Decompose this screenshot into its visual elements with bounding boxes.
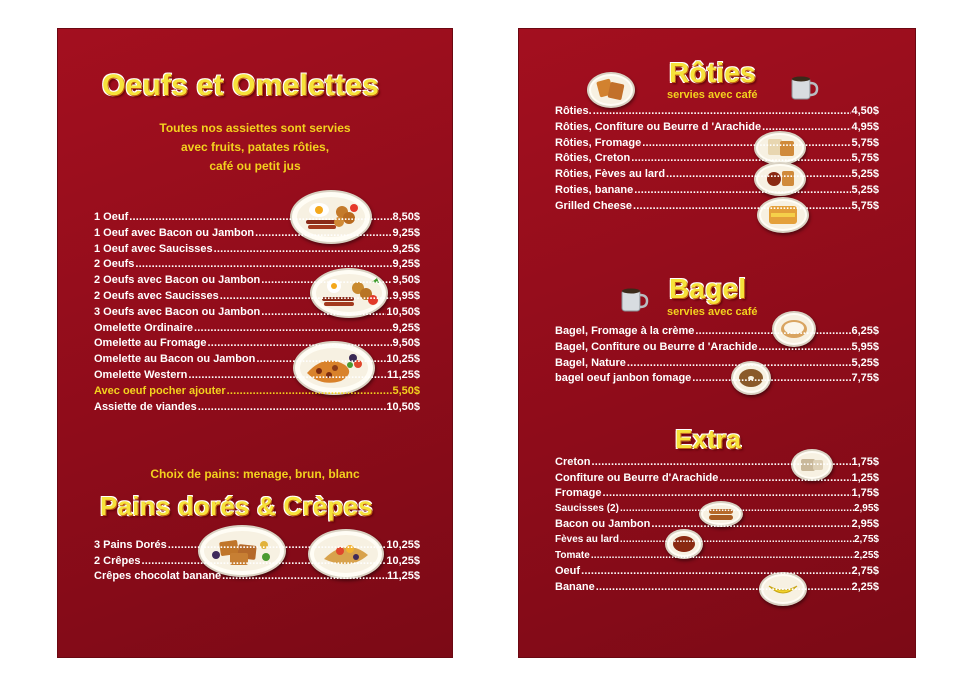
- dot-leader: [206, 336, 392, 350]
- crepes-section-title: Pains dorés & Crèpes: [100, 491, 373, 521]
- menu-item-name: Rôties, Creton: [555, 152, 631, 165]
- menu-item-name: Fromage: [555, 487, 602, 500]
- menu-item-name: Omelette Ordinaire: [94, 321, 194, 334]
- menu-item-price: 9,25$: [392, 226, 420, 239]
- menu-item-name: Rôties, Fèves au lard: [555, 168, 666, 181]
- menu-item-price: 4,95$: [851, 120, 879, 133]
- menu-item-price: 9,95$: [392, 290, 420, 302]
- menu-item-price: 10,25$: [386, 539, 420, 551]
- dot-leader: [590, 455, 851, 469]
- menu-item-price: 5,25$: [851, 356, 879, 369]
- menu-item-row: [555, 340, 879, 354]
- menu-item-name: Tomate: [555, 549, 590, 561]
- menu-item-row: [94, 554, 420, 568]
- dot-leader: [226, 384, 393, 398]
- dot-leader: [601, 486, 851, 500]
- eggs-note-line: avec fruits, patates rôties,: [180, 140, 330, 154]
- menu-item-row: [94, 242, 420, 256]
- bread-choice-note: Choix de pains: menage, brun, blanc: [150, 467, 360, 481]
- menu-item-name: 1 Oeuf avec Bacon ou Jambon: [94, 226, 255, 239]
- menu-item-price: 2,25$: [853, 549, 879, 561]
- dot-leader: [619, 502, 854, 516]
- eggs-note-line: Toutes nos assiettes sont servies: [159, 121, 351, 135]
- menu-item-name: Bagel, Nature: [555, 356, 626, 369]
- roties-section-subtitle: servies avec café: [667, 89, 758, 101]
- menu-item-name: Avec oeuf pocher ajouter: [94, 384, 226, 397]
- menu-item-name: 2 Oeufs avec Bacon ou Jambon: [94, 274, 261, 287]
- dot-leader: [193, 321, 392, 335]
- menu-item-row: [94, 321, 420, 335]
- menu-item-price: 9,25$: [392, 258, 420, 271]
- menu-item-name: Assiette de viandes: [94, 400, 197, 413]
- extra-section-title: Extra: [675, 424, 742, 454]
- coffee-mug-icon: [619, 285, 649, 315]
- menu-item-price: 11,25$: [386, 570, 420, 582]
- dot-leader: [757, 340, 851, 354]
- menu-item-name: Bagel, Fromage à la crème: [555, 325, 695, 337]
- menu-item-row: [94, 210, 420, 224]
- menu-item-price: 5,95$: [851, 340, 879, 353]
- menu-item-row: [94, 289, 420, 303]
- dot-leader: [197, 400, 387, 414]
- menu-item-price: 7,75$: [851, 372, 879, 385]
- menu-item-row: [555, 533, 879, 547]
- menu-item-row: [555, 549, 879, 563]
- menu-item-name: 1 Oeuf avec Saucisses: [94, 242, 213, 255]
- dot-leader: [134, 257, 392, 271]
- menu-item-name: Fèves au lard: [555, 534, 619, 545]
- dot-leader: [255, 352, 386, 366]
- dot-leader: [761, 120, 851, 134]
- menu-item-row: [555, 356, 879, 370]
- dot-leader: [595, 580, 852, 594]
- menu-item-name: Bacon ou Jambon: [555, 518, 651, 531]
- menu-item-price: 5,75$: [851, 199, 879, 212]
- menu-page-left: [58, 29, 452, 657]
- menu-item-price: 5,25$: [851, 168, 879, 181]
- menu-item-row: [555, 455, 879, 469]
- toast-plate-icon: [587, 72, 635, 108]
- menu-item-price: 9,50$: [392, 274, 420, 287]
- menu-item-row: [555, 324, 879, 338]
- dot-leader: [254, 226, 392, 240]
- dot-leader: [592, 104, 852, 118]
- dot-leader: [632, 199, 851, 213]
- menu-item-price: 4,50$: [851, 105, 879, 117]
- menu-item-row: [94, 305, 420, 319]
- coffee-mug-icon: [789, 73, 819, 103]
- menu-item-name: 1 Oeuf: [94, 211, 129, 223]
- dot-leader: [167, 538, 387, 552]
- menu-item-name: Omelette au Fromage: [94, 337, 207, 350]
- menu-item-name: Bagel, Confiture ou Beurre d 'Arachide: [555, 340, 758, 353]
- menu-item-name: Grilled Cheese: [555, 199, 633, 212]
- dot-leader: [260, 273, 392, 287]
- dot-leader: [641, 136, 851, 150]
- dot-leader: [213, 242, 393, 256]
- menu-item-name: Saucisses (2): [555, 502, 619, 514]
- dot-leader: [128, 210, 392, 224]
- menu-item-row: [555, 199, 879, 213]
- menu-item-name: 2 Oeufs: [94, 258, 135, 271]
- menu-item-name: 2 Crêpes: [94, 554, 141, 567]
- menu-item-row: [94, 226, 420, 240]
- menu-item-price: 5,50$: [392, 384, 420, 397]
- menu-item-row: [94, 352, 420, 366]
- menu-item-name: Omelette Western: [94, 369, 188, 381]
- menu-item-name: Omelette au Bacon ou Jambon: [94, 353, 256, 366]
- menu-item-row: [555, 471, 879, 485]
- menu-item-price: 2,95$: [851, 518, 879, 531]
- menu-item-name: Rôties.: [555, 105, 592, 117]
- menu-item-row: [555, 486, 879, 500]
- menu-item-price: 1,75$: [851, 456, 879, 468]
- menu-item-row: [94, 569, 420, 583]
- menu-item-row: [555, 371, 879, 385]
- dot-leader: [694, 324, 851, 338]
- dot-leader: [691, 371, 851, 385]
- dot-leader: [619, 533, 854, 547]
- bagel-section-title: Bagel: [669, 273, 747, 304]
- menu-item-price: 5,75$: [851, 136, 879, 149]
- menu-item-row: [94, 368, 420, 382]
- dot-leader: [221, 569, 387, 583]
- menu-item-name: 2 Oeufs avec Saucisses: [94, 290, 219, 302]
- menu-item-price: 1,75$: [851, 487, 879, 500]
- menu-item-row: [555, 502, 879, 516]
- eggs-section-title: Oeufs et Omelettes: [102, 69, 380, 102]
- menu-item-row: [94, 400, 420, 414]
- menu-item-name: Oeuf: [555, 565, 581, 578]
- menu-item-price: 1,25$: [851, 471, 879, 484]
- menu-item-price: 2,75$: [851, 565, 879, 578]
- eggs-section-note: [118, 119, 392, 176]
- menu-item-price: 11,25$: [386, 369, 420, 381]
- menu-item-price: 10,25$: [386, 554, 420, 567]
- menu-item-row: [555, 517, 879, 531]
- menu-item-price: 5,25$: [851, 184, 879, 196]
- dot-leader: [140, 554, 386, 568]
- menu-item-row: [94, 273, 420, 287]
- menu-item-name: Creton: [555, 456, 591, 468]
- menu-item-price: 2,75$: [853, 534, 879, 545]
- menu-item-row: [555, 183, 879, 197]
- menu-item-row: [94, 257, 420, 271]
- bagel-section-subtitle: servies avec café: [667, 306, 758, 318]
- menu-item-name: Rôties, Fromage: [555, 136, 642, 149]
- menu-item-row: [555, 167, 879, 181]
- menu-item-price: 9,50$: [392, 337, 420, 350]
- menu-item-row: [94, 538, 420, 552]
- menu-item-price: 9,25$: [392, 321, 420, 334]
- dot-leader: [590, 549, 854, 563]
- dot-leader: [718, 471, 851, 485]
- menu-item-price: 10,50$: [386, 305, 420, 318]
- menu-page-right: [519, 29, 915, 657]
- menu-item-name: 3 Pains Dorés: [94, 539, 167, 551]
- menu-item-row: [555, 136, 879, 150]
- eggs-note-line: café ou petit jus: [209, 159, 301, 173]
- menu-item-price: 9,25$: [392, 242, 420, 255]
- menu-item-price: 10,50$: [386, 400, 420, 413]
- dot-leader: [219, 289, 393, 303]
- dot-leader: [650, 517, 851, 531]
- menu-item-row: [94, 384, 420, 398]
- menu-item-name: Crêpes chocolat banane: [94, 570, 222, 582]
- menu-item-row: [555, 580, 879, 594]
- menu-item-name: Rôties, Confiture ou Beurre d 'Arachide: [555, 120, 762, 133]
- menu-item-price: 6,25$: [851, 325, 879, 337]
- dot-leader: [626, 356, 852, 370]
- menu-item-price: 2,95$: [853, 502, 879, 514]
- dot-leader: [633, 183, 851, 197]
- menu-item-name: Banane: [555, 580, 595, 593]
- menu-item-price: 10,25$: [386, 353, 420, 366]
- menu-item-row: [555, 564, 879, 578]
- menu-item-name: bagel oeuf janbon fomage: [555, 372, 692, 385]
- menu-item-row: [555, 104, 879, 118]
- dot-leader: [187, 368, 387, 382]
- menu-item-row: [94, 336, 420, 350]
- roties-section-title: Rôties: [669, 57, 756, 88]
- dot-leader: [260, 305, 386, 319]
- menu-item-name: Confiture ou Beurre d'Arachide: [555, 471, 719, 484]
- menu-item-name: 3 Oeufs avec Bacon ou Jambon: [94, 305, 261, 318]
- menu-item-row: [555, 151, 879, 165]
- dot-leader: [630, 151, 851, 165]
- menu-item-price: 5,75$: [851, 152, 879, 165]
- menu-item-name: Roties, banane: [555, 184, 634, 196]
- dot-leader: [665, 167, 851, 181]
- dot-leader: [580, 564, 851, 578]
- menu-item-price: 8,50$: [392, 211, 420, 223]
- menu-item-row: [555, 120, 879, 134]
- menu-item-price: 2,25$: [851, 580, 879, 593]
